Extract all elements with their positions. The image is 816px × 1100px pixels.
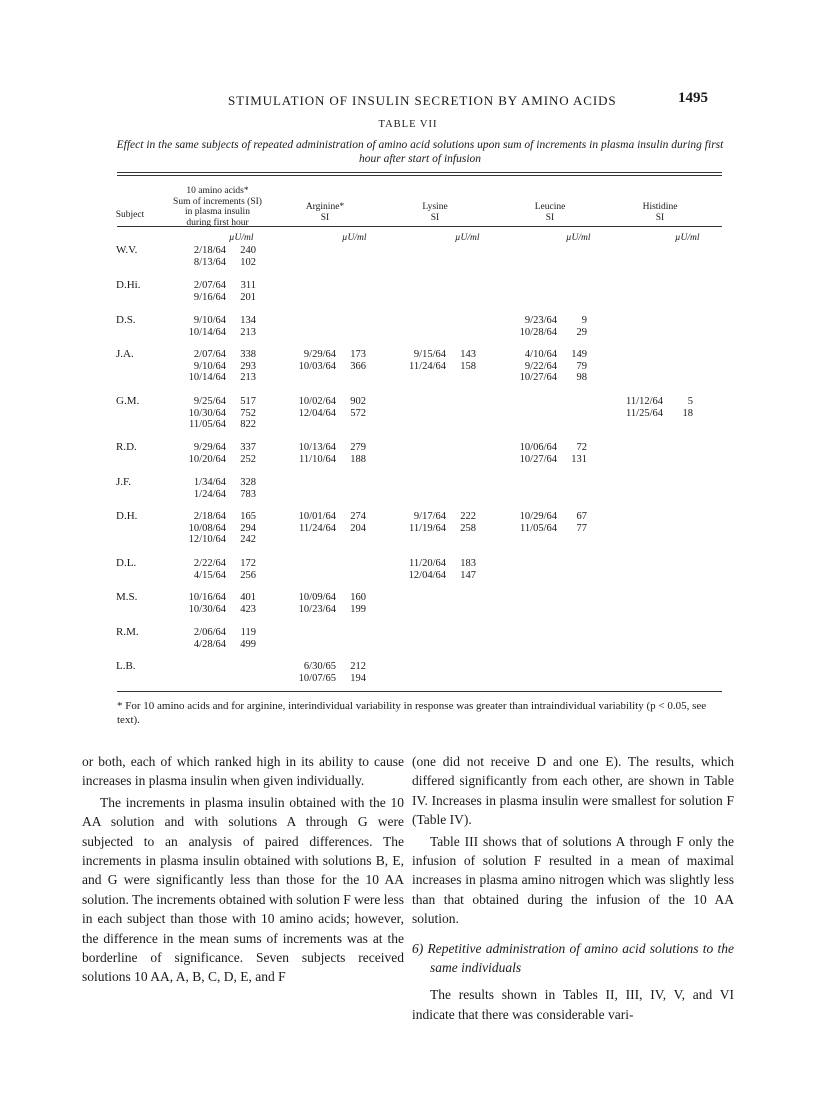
- arg-value: 212: [350, 661, 366, 672]
- aa-date: 4/15/64: [193, 569, 226, 581]
- table-caption: Effect in the same subjects of repeated administration of amino acid solutions upon sum of increments in plasma insulin during first hour after start of infusion: [116, 139, 724, 165]
- his-entry: [601, 396, 693, 408]
- aa-value: 252: [240, 453, 256, 465]
- leu-value: 77: [576, 522, 587, 534]
- arg-entry: [274, 349, 366, 361]
- aa-entry: [164, 280, 256, 292]
- lys-date: 9/15/64: [413, 349, 446, 360]
- arg-entry: [274, 511, 366, 523]
- aa-date: 10/14/64: [188, 326, 226, 338]
- section-heading: 6) Repetitive administration of amino acid solutions to the same individuals: [412, 940, 734, 976]
- aa-date: 10/20/64: [188, 453, 226, 465]
- aa-value: 134: [240, 315, 256, 326]
- aa-date: 2/07/64: [193, 280, 226, 291]
- aa-value: 172: [240, 558, 256, 569]
- arg-date: 12/04/64: [298, 407, 336, 419]
- arg-entry: [274, 454, 366, 466]
- subject-cell: R.D.: [116, 441, 137, 453]
- aa-entry: [164, 442, 256, 454]
- arg-date: 10/07/65: [298, 672, 336, 684]
- aa-date: 9/25/64: [193, 396, 226, 407]
- arg-date: 11/10/64: [299, 453, 336, 465]
- aa-entry: [164, 523, 256, 535]
- aa-entry: [164, 257, 256, 269]
- aa-date: 1/34/64: [193, 477, 226, 488]
- aa-value: 293: [240, 360, 256, 372]
- leu-entry: [495, 511, 587, 523]
- aa-entry: [164, 245, 256, 257]
- aa-entry: [164, 292, 256, 304]
- leu-value: 67: [576, 511, 587, 522]
- aa-value: 119: [240, 627, 256, 638]
- subject-cell: M.S.: [116, 591, 138, 603]
- aa-date: 2/18/64: [193, 511, 226, 522]
- arg-value: 572: [350, 407, 366, 419]
- aa-value: 822: [240, 419, 256, 430]
- aa-value: 423: [240, 603, 256, 615]
- leu-value: 72: [576, 442, 587, 453]
- aa-entry: [164, 627, 256, 639]
- leu-date: 4/10/64: [524, 349, 557, 360]
- aa-value: 517: [240, 396, 256, 407]
- aa-date: 10/16/64: [188, 592, 226, 603]
- table-top-rule-2: [117, 175, 722, 176]
- right-paragraph-1: (one did not receive D and one E). The results, which differed significantly from each other, are shown in Table IV. Increases in plasma insulin were smallest for solution F (Table IV).: [412, 754, 734, 828]
- lys-entry: [384, 361, 476, 373]
- aa-value: 201: [240, 291, 256, 303]
- arg-date: 9/29/64: [303, 349, 336, 360]
- aa-date: 1/24/64: [193, 488, 226, 500]
- leu-entry: [495, 442, 587, 454]
- subject-cell: J.F.: [116, 476, 132, 488]
- aa-entry: [164, 327, 256, 339]
- aa-value: 337: [240, 442, 256, 453]
- leu-date: 9/23/64: [524, 315, 557, 326]
- arg-entry: [274, 408, 366, 420]
- aa-date: 4/28/64: [193, 638, 226, 650]
- leu-entry: [495, 327, 587, 339]
- aa-entry: [164, 361, 256, 373]
- header-histidine: Histidine SI: [642, 202, 678, 223]
- leu-entry: [495, 454, 587, 466]
- leu-value: 29: [576, 326, 587, 338]
- subject-cell: W.V.: [116, 244, 138, 256]
- leu-date: 10/29/64: [519, 511, 557, 522]
- header-lysine: Lysine SI: [422, 202, 448, 223]
- aa-entry: [164, 419, 256, 431]
- left-paragraph-1: or both, each of which ranked high in its ability to cause increases in plasma insulin when given individually.: [82, 754, 404, 789]
- page-number: 1495: [678, 90, 708, 106]
- leu-entry: [495, 523, 587, 535]
- aa-value: 102: [240, 256, 256, 268]
- arg-entry: [274, 604, 366, 616]
- aa-value: 213: [240, 372, 256, 383]
- aa-value: 242: [240, 534, 256, 545]
- leu-date: 10/06/64: [519, 442, 557, 453]
- arg-value: 173: [350, 349, 366, 360]
- aa-value: 213: [240, 326, 256, 338]
- aa-entry: [164, 489, 256, 501]
- aa-date: 10/08/64: [188, 522, 226, 534]
- aa-date: 2/07/64: [193, 349, 226, 360]
- leu-date: 9/22/64: [524, 360, 557, 372]
- leu-value: 131: [571, 453, 587, 465]
- arg-entry: [274, 523, 366, 535]
- arg-value: 366: [350, 360, 366, 372]
- lys-value: 143: [460, 349, 476, 360]
- arg-date: 10/23/64: [298, 603, 336, 615]
- running-head: STIMULATION OF INSULIN SECRETION BY AMINO ACIDS: [228, 93, 617, 108]
- left-paragraph-2: The increments in plasma insulin obtained with the 10 AA solution and with solutions A through G were subjected to an analysis of paired differences. The increments in plasma insulin obtained with solutions B, E, and G were significantly less than those for the 10 AA solution. The increments obtained with solution F were less in each subject than those with 10 amino acids; however, the difference in the mean sums of increments was at the borderline of significance. Seven subjects received solutions 10 AA, A, B, C, D, E, and F: [82, 794, 404, 985]
- arg-value: 204: [350, 522, 366, 534]
- arg-date: 10/01/64: [298, 511, 336, 522]
- his-date: 11/12/64: [626, 396, 663, 407]
- arg-date: 10/13/64: [298, 442, 336, 453]
- unit-arginine: µU/ml: [342, 233, 367, 243]
- unit-10aa: µU/ml: [229, 233, 254, 243]
- his-date: 11/25/64: [626, 407, 663, 419]
- subject-cell: L.B.: [116, 660, 136, 672]
- leu-value: 9: [581, 315, 587, 326]
- aa-value: 401: [240, 592, 256, 603]
- arg-date: 10/09/64: [298, 592, 336, 603]
- unit-histidine: µU/ml: [675, 233, 700, 243]
- aa-entry: [164, 534, 256, 546]
- right-paragraph-3: The results shown in Tables II, III, IV, V, and VI indicate that there was considerable vari-: [412, 987, 734, 1022]
- leu-value: 149: [571, 349, 587, 360]
- aa-entry: [164, 639, 256, 651]
- arg-value: 279: [350, 442, 366, 453]
- aa-entry: [164, 372, 256, 384]
- aa-date: 10/30/64: [188, 407, 226, 419]
- table-header-rule: [117, 226, 722, 227]
- lys-entry: [384, 349, 476, 361]
- lys-date: 11/20/64: [409, 558, 446, 569]
- aa-entry: [164, 558, 256, 570]
- arg-value: 188: [350, 453, 366, 465]
- subject-cell: J.A.: [116, 348, 134, 360]
- arg-value: 160: [350, 592, 366, 603]
- leu-entry: [495, 315, 587, 327]
- lys-entry: [384, 570, 476, 582]
- table-label: TABLE VII: [378, 119, 438, 130]
- header-subject: Subject: [115, 210, 145, 220]
- unit-leucine: µU/ml: [566, 233, 591, 243]
- aa-value: 499: [240, 638, 256, 650]
- aa-date: 8/13/64: [193, 256, 226, 268]
- aa-value: 311: [240, 280, 256, 291]
- lys-value: 222: [460, 511, 476, 522]
- table-footnote: * For 10 amino acids and for arginine, interindividual variability in response was greater than intraindividual variability (p < 0.05, see text).: [117, 700, 707, 726]
- leu-date: 11/05/64: [520, 522, 557, 534]
- aa-entry: [164, 592, 256, 604]
- leu-date: 10/28/64: [519, 326, 557, 338]
- header-leucine: Leucine SI: [534, 202, 566, 223]
- aa-entry: [164, 511, 256, 523]
- arg-entry: [274, 442, 366, 454]
- aa-date: 11/05/64: [189, 419, 226, 430]
- leu-entry: [495, 361, 587, 373]
- aa-date: 9/16/64: [193, 291, 226, 303]
- his-value: 5: [687, 396, 693, 407]
- lys-entry: [384, 558, 476, 570]
- subject-cell: D.S.: [116, 314, 136, 326]
- arg-value: 194: [350, 672, 366, 684]
- aa-date: 10/14/64: [188, 372, 226, 383]
- leu-entry: [495, 349, 587, 361]
- arg-date: 11/24/64: [299, 522, 336, 534]
- right-column: [412, 752, 734, 1026]
- arg-value: 199: [350, 603, 366, 615]
- unit-lysine: µU/ml: [455, 233, 480, 243]
- subject-cell: D.Hi.: [116, 279, 141, 291]
- aa-date: 2/18/64: [193, 245, 226, 256]
- aa-date: 2/22/64: [193, 558, 226, 569]
- aa-date: 9/10/64: [193, 360, 226, 372]
- subject-cell: G.M.: [116, 395, 140, 407]
- subject-cell: R.M.: [116, 626, 139, 638]
- lys-entry: [384, 523, 476, 535]
- header-10-amino-acids: 10 amino acids* Sum of increments (SI) in plasma insulin during first hour: [173, 186, 262, 228]
- his-entry: [601, 408, 693, 420]
- leu-value: 98: [576, 372, 587, 383]
- arg-entry: [274, 361, 366, 373]
- header-arginine: Arginine* SI: [305, 202, 345, 223]
- arg-date: 6/30/65: [303, 661, 336, 672]
- lys-value: 147: [460, 569, 476, 581]
- arg-entry: [274, 592, 366, 604]
- subject-cell: D.L.: [116, 557, 137, 569]
- aa-entry: [164, 454, 256, 466]
- aa-date: 12/10/64: [188, 534, 226, 545]
- lys-entry: [384, 511, 476, 523]
- arg-date: 10/03/64: [298, 360, 336, 372]
- aa-entry: [164, 570, 256, 582]
- lys-value: 183: [460, 558, 476, 569]
- aa-value: 256: [240, 569, 256, 581]
- arg-value: 274: [350, 511, 366, 522]
- aa-date: 9/10/64: [193, 315, 226, 326]
- his-value: 18: [682, 407, 693, 419]
- lys-date: 11/19/64: [409, 522, 446, 534]
- aa-value: 328: [240, 477, 256, 488]
- aa-value: 783: [240, 488, 256, 500]
- leu-date: 10/27/64: [519, 453, 557, 465]
- aa-date: 10/30/64: [188, 603, 226, 615]
- aa-entry: [164, 477, 256, 489]
- subject-cell: D.H.: [116, 510, 138, 522]
- aa-entry: [164, 604, 256, 616]
- aa-entry: [164, 408, 256, 420]
- aa-value: 294: [240, 522, 256, 534]
- leu-value: 79: [576, 360, 587, 372]
- aa-entry: [164, 396, 256, 408]
- aa-date: 2/06/64: [193, 627, 226, 638]
- arg-entry: [274, 661, 366, 673]
- left-column: [82, 752, 404, 989]
- arg-entry: [274, 673, 366, 685]
- aa-date: 9/29/64: [193, 442, 226, 453]
- arg-entry: [274, 396, 366, 408]
- lys-value: 258: [460, 522, 476, 534]
- lys-date: 11/24/64: [409, 360, 446, 372]
- table-bottom-rule: [117, 691, 722, 692]
- lys-date: 9/17/64: [413, 511, 446, 522]
- aa-value: 752: [240, 407, 256, 419]
- lys-date: 12/04/64: [408, 569, 446, 581]
- table-top-rule: [117, 172, 722, 173]
- leu-date: 10/27/64: [519, 372, 557, 383]
- right-paragraph-2: Table III shows that of solutions A through F only the infusion of solution F resulted in a mean of maximal increases in plasma amino nitrogen which was slightly less than that obtained during the infusion of the 10 AA solution.: [412, 833, 734, 927]
- leu-entry: [495, 372, 587, 384]
- arg-value: 902: [350, 396, 366, 407]
- aa-entry: [164, 349, 256, 361]
- aa-value: 165: [240, 511, 256, 522]
- aa-entry: [164, 315, 256, 327]
- lys-value: 158: [460, 360, 476, 372]
- aa-value: 338: [240, 349, 256, 360]
- aa-value: 240: [240, 245, 256, 256]
- arg-date: 10/02/64: [298, 396, 336, 407]
